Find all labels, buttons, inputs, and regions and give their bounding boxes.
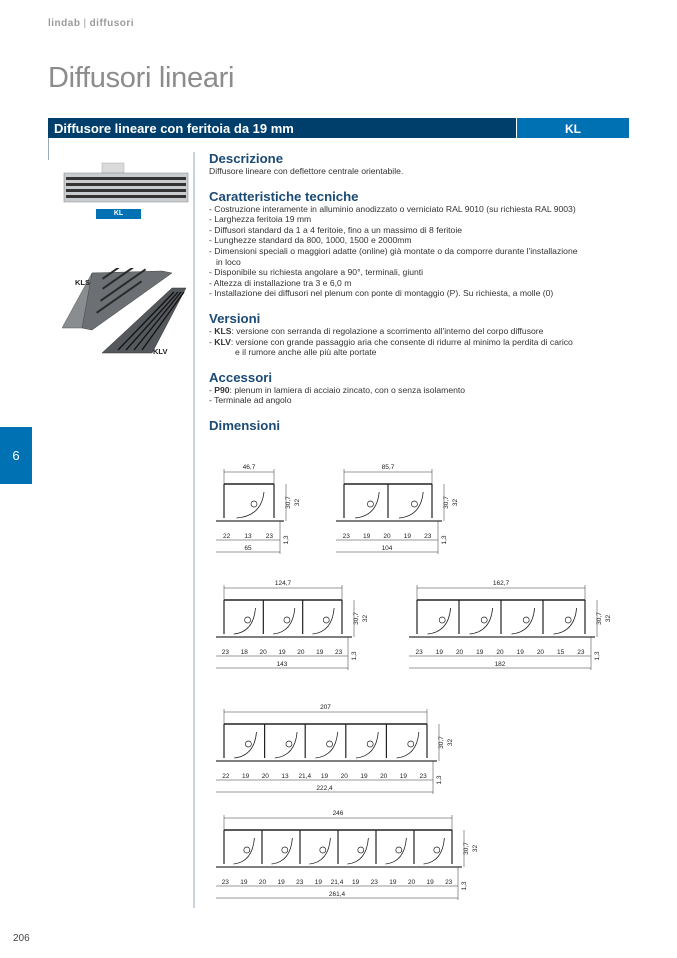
dim-top-label: 162,7 <box>492 580 510 587</box>
dim-segment-label: 15 <box>557 649 565 656</box>
deflector <box>355 492 379 518</box>
deflector-pivot <box>245 741 251 747</box>
dim-segment-label: 19 <box>241 773 250 780</box>
dim-segment-label: 23 <box>334 649 343 656</box>
product-name: Diffusore lineare con feritoia da 19 mm <box>48 118 516 138</box>
dim-segment-label: 20 <box>340 773 348 780</box>
kls-label: KLS <box>75 278 90 287</box>
dim-segment-label: 23 <box>424 533 432 540</box>
deflector-pivot <box>408 741 414 747</box>
dim-height-label: 1,3 <box>283 535 290 545</box>
accessory-code: P90 <box>214 384 230 395</box>
version-text: : versione con serranda di regolazione a scorrimento all'interno del corpo diffusore <box>231 325 544 336</box>
dim-top-label: 207 <box>320 704 331 711</box>
section-descrizione <box>209 152 629 177</box>
dim-segment-label: 18 <box>240 649 248 656</box>
dim-segment-label: 20 <box>536 649 545 656</box>
dim-segment-label: 19 <box>277 879 285 886</box>
dim-height-label: 32 <box>294 498 301 507</box>
dim-segment-label: 20 <box>380 773 388 780</box>
dim-segment-label: 20 <box>455 649 464 656</box>
dimension-drawing <box>405 576 615 678</box>
page-number: 206 <box>13 933 30 944</box>
heading-caratteristiche: Caratteristiche tecniche <box>209 188 359 204</box>
brand-name: lindab <box>48 18 81 29</box>
heading-dimensioni: Dimensioni <box>209 417 281 433</box>
product-code: KL <box>516 118 629 138</box>
deflector <box>399 492 423 518</box>
dim-segment-label: 20 <box>261 773 269 780</box>
deflector-pivot <box>244 847 250 853</box>
dim-height-label: 30,7 <box>438 736 445 749</box>
dim-total-label: 261,4 <box>328 891 346 898</box>
deflector-pivot <box>481 617 487 623</box>
dim-segment-label: 19 <box>426 879 434 886</box>
dim-segment-label: 23 <box>415 649 423 656</box>
deflector-pivot <box>411 501 417 507</box>
dimension-drawing <box>212 460 304 558</box>
dim-height-label: 32 <box>447 738 454 747</box>
heading-versioni: Versioni <box>209 310 261 326</box>
separator: | <box>83 18 87 29</box>
deflector-pivot <box>439 617 445 623</box>
deflector-pivot <box>358 847 364 853</box>
kl-badge: KL <box>96 209 141 219</box>
dim-segment-label: 21,4 <box>330 879 344 886</box>
list-item-continuation: e il rumore anche alle più alte portate <box>235 347 377 358</box>
list-item: - Disponibile su richiesta angolare a 90°, terminali, giunti <box>209 267 424 278</box>
deflector-pivot <box>396 847 402 853</box>
dimension-drawing <box>212 806 482 906</box>
list-item: - Costruzione interamente in alluminio anodizzato o verniciato RAL 9010 (su richiesta RAL 9003) <box>209 203 576 214</box>
deflector-pivot <box>327 741 333 747</box>
dim-segment-label: 23 <box>577 649 585 656</box>
dim-segment-label: 21,4 <box>298 773 312 780</box>
section-dimensioni <box>209 419 629 433</box>
dim-height-label: 1,3 <box>441 535 448 545</box>
dim-segment-label: 23 <box>265 533 273 540</box>
dim-height-label: 30,7 <box>463 842 470 855</box>
dim-segment-label: 19 <box>351 879 360 886</box>
dim-height-label: 1,3 <box>351 651 358 661</box>
dim-height-label: 30,7 <box>285 496 292 509</box>
deflector-pivot <box>245 617 251 623</box>
list-item: in loco <box>216 256 241 267</box>
dim-top-label: 246 <box>332 810 344 817</box>
left-border <box>48 138 49 160</box>
list-item: - Terminale ad angolo <box>209 395 292 406</box>
dim-segment-label: 13 <box>281 773 289 780</box>
dim-height-label: 30,7 <box>596 612 603 625</box>
dim-segment-label: 19 <box>362 533 371 540</box>
dim-segment-label: 23 <box>419 773 427 780</box>
dim-segment-label: 20 <box>407 879 416 886</box>
list-item: - Installazione dei diffusori nel plenum con ponte di montaggio (P). Su richiesta, a molle (0) <box>209 288 554 299</box>
deflector-pivot <box>323 617 329 623</box>
list-item: - KLV: versione con grande passaggio aria che consente di ridurre al minimo la perdita di carico <box>209 336 573 347</box>
version-code: KLV <box>214 336 231 347</box>
deflector-pivot <box>251 501 257 507</box>
dim-segment-label: 20 <box>383 533 391 540</box>
klv-label: KLV <box>153 347 168 356</box>
dim-segment-label: 22 <box>222 773 230 780</box>
dim-segment-label: 19 <box>278 649 286 656</box>
version-code: KLS <box>214 325 232 336</box>
section-accessori <box>209 371 629 406</box>
heading-accessori: Accessori <box>209 369 273 385</box>
list-item: - Dimensioni speciali o maggiori adatte (online) già montate o da comporre durante l'installazione <box>209 245 578 256</box>
column-divider <box>193 152 195 908</box>
deflector-pivot <box>367 741 373 747</box>
dim-segment-label: 19 <box>360 773 368 780</box>
deflector-pivot <box>565 617 571 623</box>
page-title: Diffusori lineari <box>48 62 235 94</box>
dim-top-label: 85,7 <box>381 464 395 471</box>
deflector-pivot <box>282 847 288 853</box>
dim-segment-label: 23 <box>221 649 230 656</box>
dim-segment-label: 20 <box>259 649 267 656</box>
dim-height-label: 30,7 <box>443 496 450 509</box>
brand-breadcrumb <box>48 18 134 29</box>
list-item: - Larghezza feritoia 19 mm <box>209 214 312 225</box>
list-item: - Lunghezze standard da 800, 1000, 1500 e 2000mm <box>209 235 412 246</box>
dim-segment-label: 13 <box>244 533 252 540</box>
dim-height-label: 30,7 <box>353 612 360 625</box>
deflector-pivot <box>367 501 373 507</box>
dim-segment-label: 23 <box>221 879 229 886</box>
accessory-text: : plenum in lamiera di acciaio zincato, con o senza isolamento <box>229 384 466 395</box>
dim-segment-label: 19 <box>403 533 412 540</box>
section-caratteristiche <box>209 190 629 299</box>
dim-height-label: 32 <box>452 498 459 507</box>
descrizione-text: Diffusore lineare con deflettore centrale orientabile. <box>209 166 404 176</box>
dimension-drawing <box>332 460 462 558</box>
list-item: - Diffusori standard da 1 a 4 feritoie, fino a un massimo di 8 feritoie <box>209 224 463 235</box>
list-item: - KLS: versione con serranda di regolazione a scorrimento all'interno del corpo diffusore <box>209 325 544 336</box>
section-versioni <box>209 312 629 358</box>
list-item: - Altezza di installazione tra 3 e 6,0 m <box>209 277 352 288</box>
dim-total-label: 222,4 <box>316 785 333 792</box>
dim-segment-label: 23 <box>296 879 304 886</box>
dim-segment-label: 20 <box>496 649 504 656</box>
dim-segment-label: 19 <box>320 773 329 780</box>
kl-diffuser-image <box>62 160 190 205</box>
dim-segment-label: 19 <box>435 649 443 656</box>
dim-height-label: 1,3 <box>594 651 601 661</box>
dim-segment-label: 23 <box>342 533 350 540</box>
dim-height-label: 32 <box>362 614 369 623</box>
dim-segment-label: 19 <box>314 879 323 886</box>
chapter-tab: 6 <box>0 427 32 484</box>
deflector-pivot <box>320 847 326 853</box>
dim-height-label: 1,3 <box>436 775 443 785</box>
dim-height-label: 1,3 <box>461 881 468 891</box>
dim-total-label: 143 <box>276 661 288 668</box>
dim-top-label: 124,7 <box>274 580 292 587</box>
dim-segment-label: 19 <box>476 649 484 656</box>
dim-segment-label: 23 <box>370 879 378 886</box>
section-name: diffusori <box>89 18 135 29</box>
heading-descrizione: Descrizione <box>209 151 284 166</box>
dim-segment-label: 20 <box>258 879 267 886</box>
dim-segment-label: 19 <box>516 649 524 656</box>
product-bar <box>48 118 629 138</box>
deflector-pivot <box>286 741 292 747</box>
deflector-pivot <box>284 617 290 623</box>
dim-total-label: 104 <box>381 545 393 552</box>
dim-segment-label: 19 <box>316 649 324 656</box>
content-column <box>209 152 629 446</box>
deflector <box>237 492 265 518</box>
dimension-drawing <box>212 576 372 678</box>
dim-height-label: 32 <box>472 844 479 853</box>
dimension-drawing <box>212 700 457 800</box>
dim-segment-label: 23 <box>445 879 453 886</box>
dim-height-label: 32 <box>605 614 612 623</box>
dim-segment-label: 19 <box>240 879 248 886</box>
deflector-pivot <box>523 617 529 623</box>
dim-segment-label: 20 <box>297 649 305 656</box>
deflector-pivot <box>434 847 440 853</box>
dim-total-label: 65 <box>244 545 252 552</box>
version-text: : versione con grande passaggio aria che consente di ridurre al minimo la perdita di carico <box>230 336 573 347</box>
dim-segment-label: 19 <box>389 879 397 886</box>
list-item: - P90: plenum in lamiera di acciaio zincato, con o senza isolamento <box>209 384 466 395</box>
dim-segment-label: 19 <box>399 773 408 780</box>
dim-top-label: 46,7 <box>242 464 256 471</box>
dim-segment-label: 22 <box>223 533 231 540</box>
dim-total-label: 182 <box>494 661 506 668</box>
